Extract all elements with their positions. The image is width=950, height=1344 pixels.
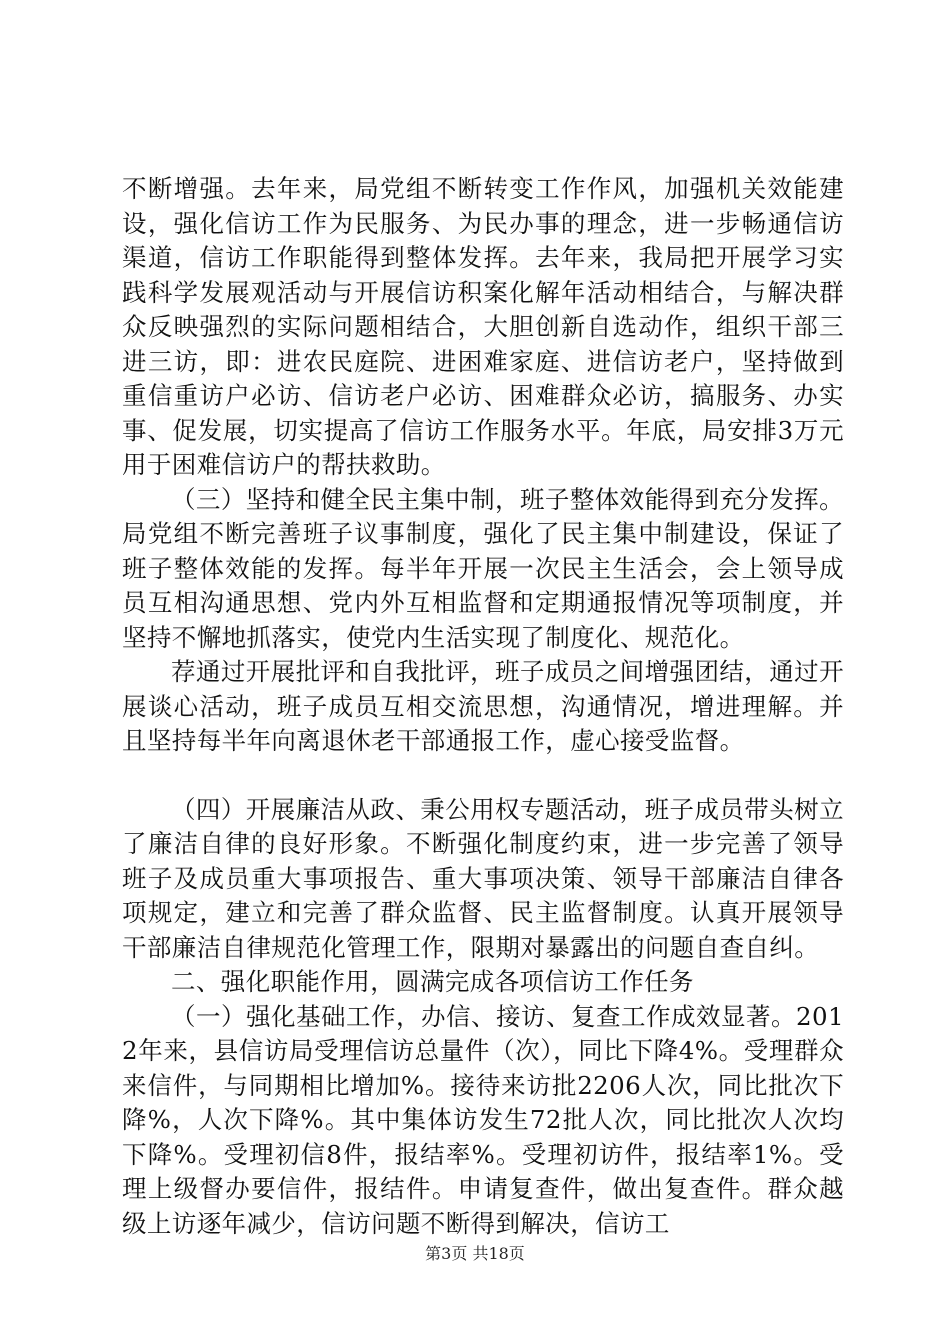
paragraph-continuation: 不断增强。去年来，局党组不断转变工作作风，加强机关效能建设，强化信访工作为民服务、为民办事的理念，进一步畅通信访渠道，信访工作职能得到整体发挥。去年来，我局把开展学习实践科学发展观活动与开展信访积案化解年活动相结合，与解决群众反映强烈的实际问题相结合，大胆创新自选动作，组织干部三进三访，即：进农民庭院、进困难家庭、进信访老户，坚持做到重信重访户必访、信访老户必访、困难群众必访，搞服务、办实事、促发展，切实提高了信访工作服务水平。年底，局安排3万元用于困难信访户的帮扶救助。 bbox=[122, 174, 844, 479]
page-footer: 第3页 共18页 bbox=[425, 1244, 525, 1263]
paragraph-section-4: （四）开展廉洁从政、秉公用权专题活动，班子成员带头树立了廉洁自律的良好形象。不断强化制度约束，进一步完善了领导班子及成员重大事项报告、重大事项决策、领导干部廉洁自律各项规定，建立和完善了群众监督、民主监督制度。认真开展领导干部廉洁自律规范化管理工作，限期对暴露出的问题自查自纠。 bbox=[122, 794, 844, 962]
document-body bbox=[122, 172, 844, 1241]
paragraph-criticism: 荐通过开展批评和自我批评，班子成员之间增强团结，通过开展谈心活动，班子成员互相交流思想，沟通情况，增进理解。并且坚持每半年向离退休老干部通报工作，虚心接受监督。 bbox=[122, 657, 844, 755]
paragraph-section-3: （三）坚持和健全民主集中制，班子整体效能得到充分发挥。局党组不断完善班子议事制度，强化了民主集中制建设，保证了班子整体效能的发挥。每半年开展一次民主生活会，会上领导成员互相沟通思想、党内外互相监督和定期通报情况等项制度，并坚持不懈地抓落实，使党内生活实现了制度化、规范化。 bbox=[122, 484, 844, 652]
section-heading-2: 二、强化职能作用，圆满完成各项信访工作任务 bbox=[171, 967, 694, 996]
paragraph-subsection-1: （一）强化基础工作，办信、接访、复查工作成效显著。2012年来，县信访局受理信访总量件（次），同比下降4%。受理群众来信件，与同期相比增加%。接待来访批2206人次，同比批次下降%，人次下降%。其中集体访发生72批人次，同比批次人次均下降%。受理初信8件，报结率%。受理初访件，报结率1%。受理上级督办要信件，报结件。申请复查件，做出复查件。群众越级上访逐年减少，信访问题不断得到解决，信访工 bbox=[122, 1001, 844, 1238]
paragraph-spacer bbox=[122, 759, 844, 793]
